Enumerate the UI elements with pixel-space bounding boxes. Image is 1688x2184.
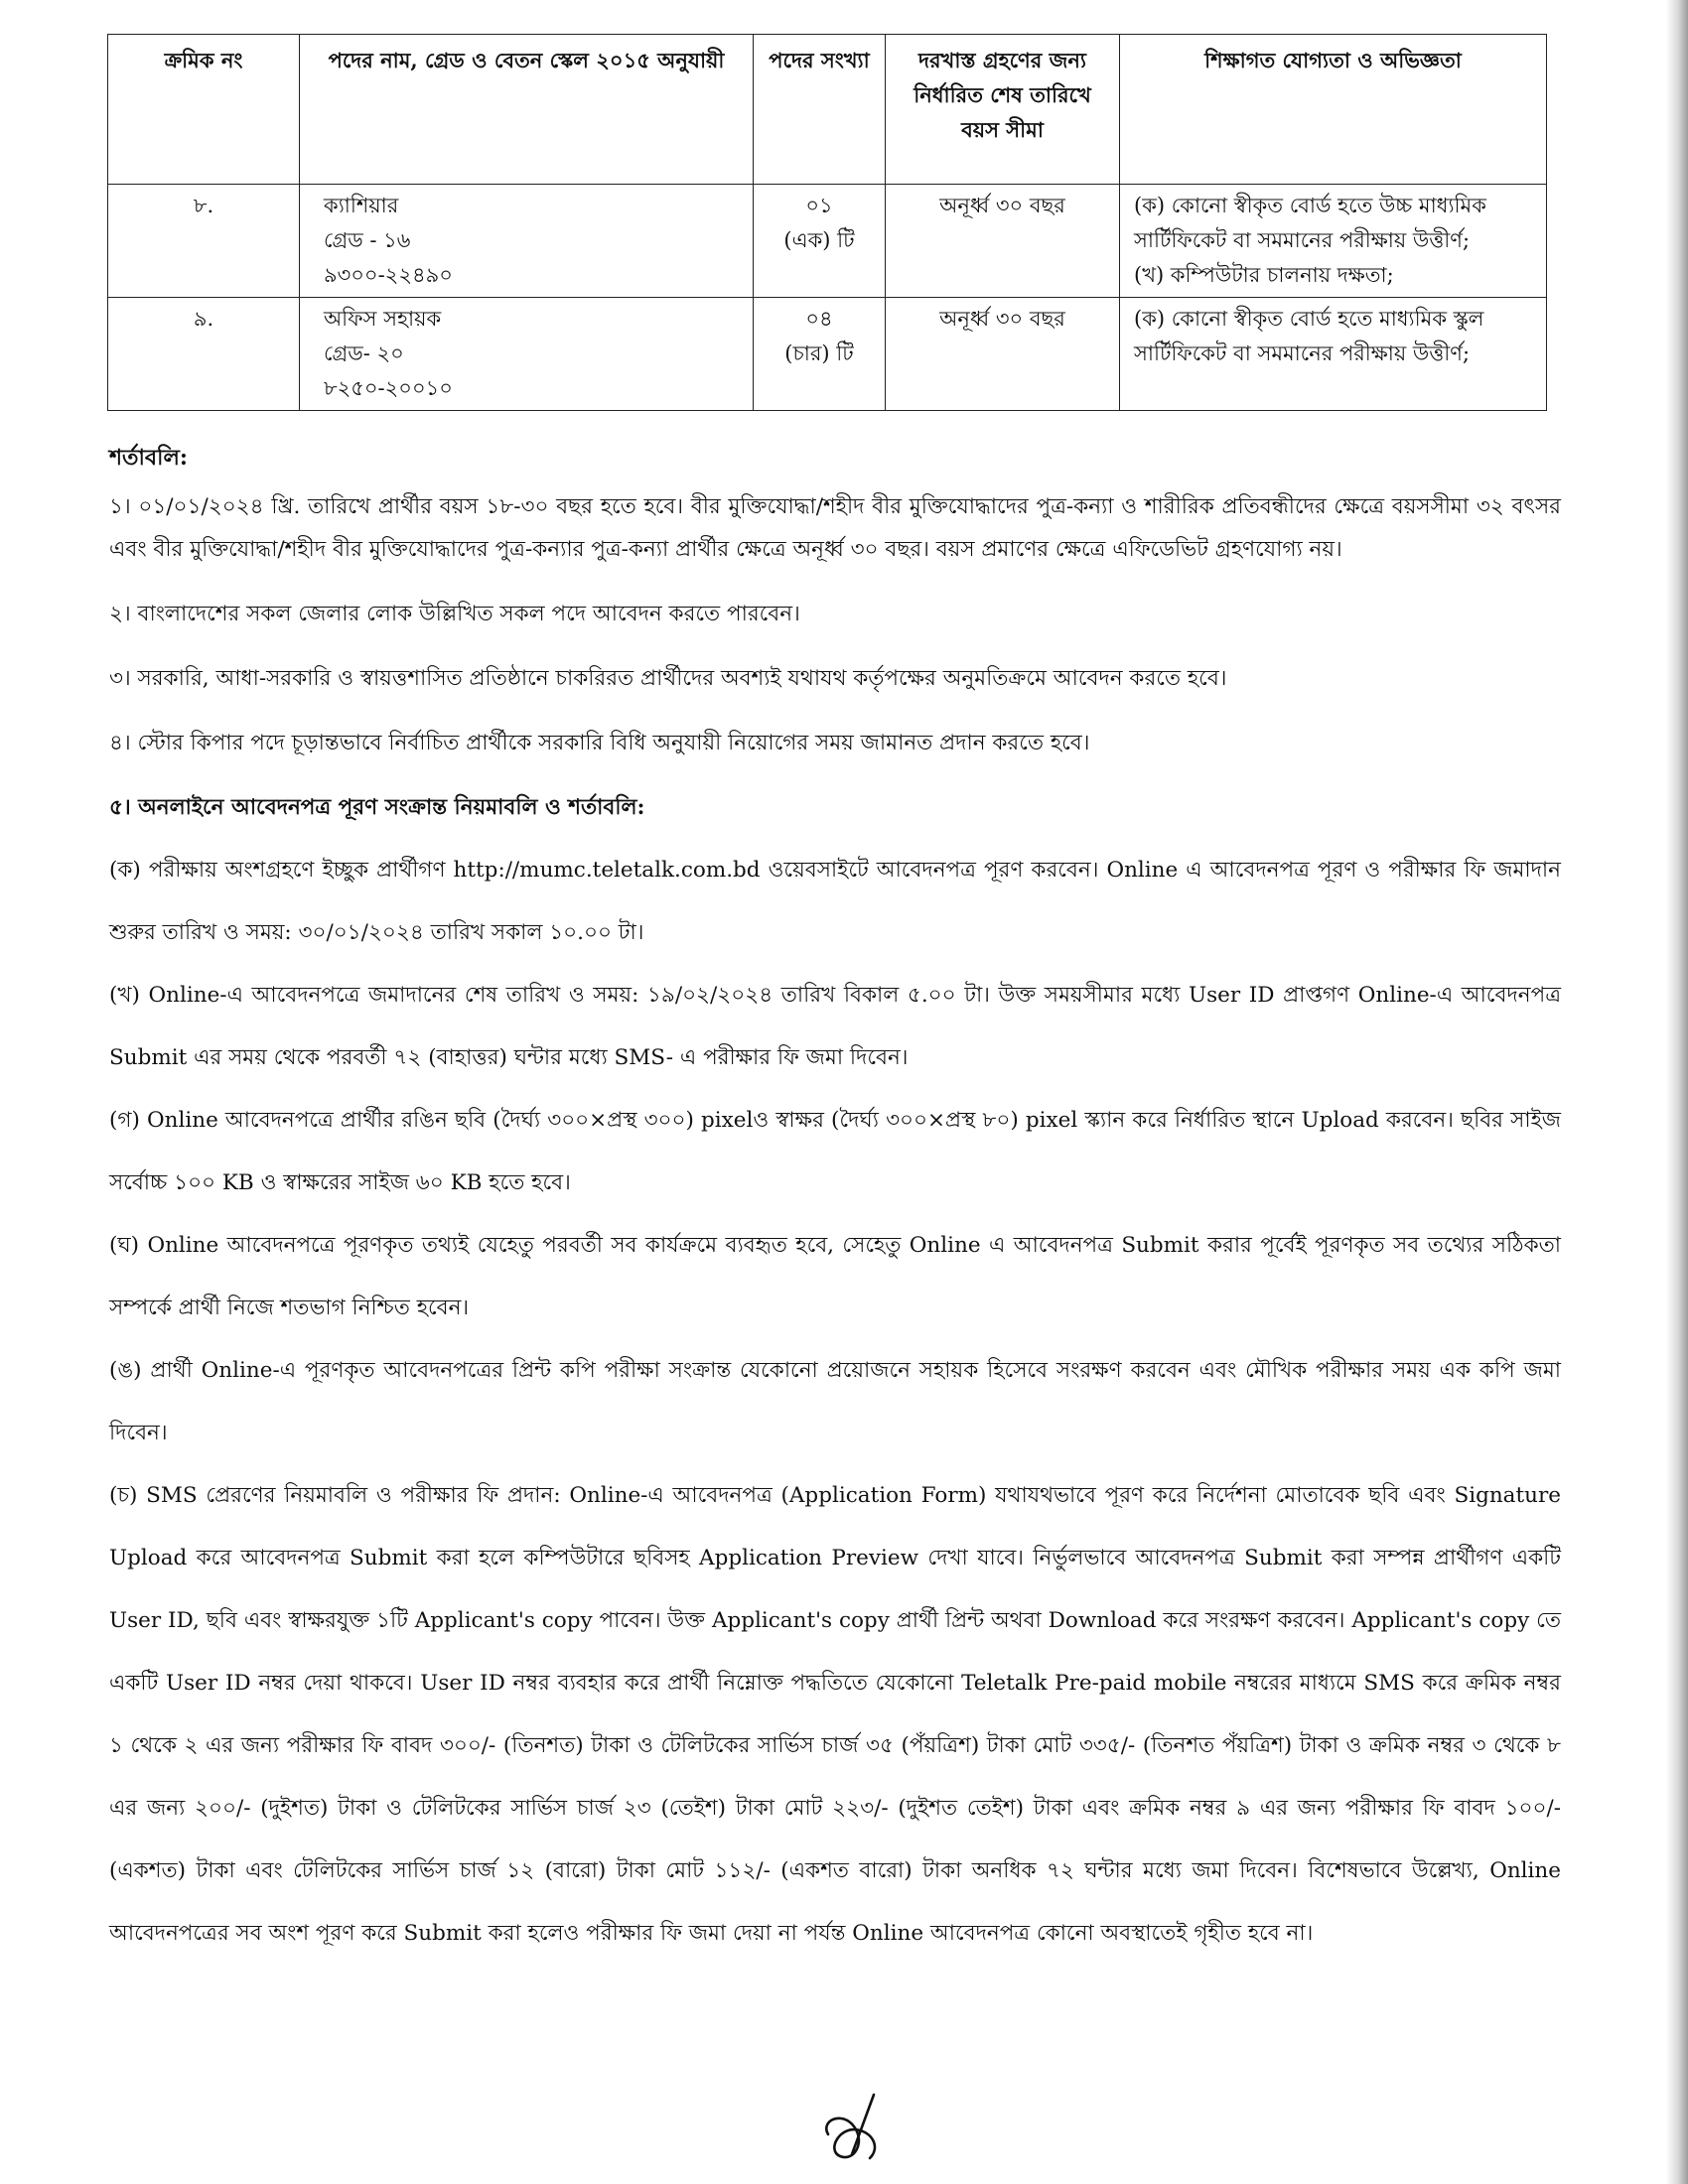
online-rule-item: (চ) SMS প্রেরণের নিয়মাবলি ও পরীক্ষার ফি প্রদান: Online-এ আবেদনপত্র (Application Form) যথাযথভাবে পূরণ করে নির্দেশনা মোতাবেক ছবি এবং Signature Upload করে আবেদনপত্র Submit করা হলে কম্পিউটারে ছবিসহ Application Preview দেখা যাবে। নির্ভুলভাবে আবেদনপত্র Submit করা সম্পন্ন প্রার্থীগণ একটি User ID, ছবি এবং স্বাক্ষরযুক্ত ১টি Applicant's copy পাবেন। উক্ত Applicant's copy প্রার্থী প্রিন্ট অথবা Download করে সংরক্ষণ করবেন। Applicant's copy তে একটি User ID নম্বর দেয়া থাকবে। User ID নম্বর ব্যবহার করে প্রার্থী নিম্নোক্ত পদ্ধতিতে যেকোনো Teletalk Pre-paid mobile নম্বরের মাধ্যমে SMS করে ক্রমিক নম্বর ১ থেকে ২ এর জন্য পরীক্ষার ফি বাবদ ৩০০/- (তিনশত) টাকা ও টেলিটকের সার্ভিস চার্জ ৩৫ (পঁয়ত্রিশ) টাকা মোট ৩৩৫/- (তিনশত পঁয়ত্রিশ) টাকা ও ক্রমিক নম্বর ৩ থেকে ৮ এর জন্য ২০০/- (দুইশত) টাকা ও টেলিটকের সার্ভিস চার্জ ২৩ (তেইশ) টাকা মোট ২২৩/- (দুইশত তেইশ) টাকা এবং ক্রমিক নম্বর ৯ এর জন্য পরীক্ষার ফি বাবদ ১০০/- (একশত) টাকা এবং টেলিটকের সার্ভিস চার্জ ১২ (বারো) টাকা মোট ১১২/- (একশত বারো) টাকা অনধিক ৭২ ঘন্টার মধ্যে জমা দিবেন। বিশেষভাবে উল্লেখ্য, Online আবেদনপত্রের সব অংশ পূরণ করে Submit করা হলেও পরীক্ষার ফি জমা দেয়া না পর্যন্ত Online আবেদনপত্র কোনো অবস্থাতেই গৃহীত হবে না।	[109, 1483, 1561, 1946]
online-rule-item: (ক) পরীক্ষায় অংশগ্রহণে ইচ্ছুক প্রার্থীগণ http://mumc.teletalk.com.bd ওয়েবসাইটে আবেদনপত্র পূরণ করবেন। Online এ আবেদনপত্র পূরণ ও পরীক্ষার ফি জমাদান শুরুর তারিখ ও সময়: ৩০/০১/২০২৪ তারিখ সকাল ১০.০০ টা।	[109, 858, 1561, 945]
count-words: (এক) টি	[783, 228, 855, 252]
count-number: ০১	[805, 194, 833, 217]
count-number: ০৪	[805, 307, 833, 331]
row-age: অনূর্ধ্ব ৩০ বছর	[886, 185, 1120, 298]
scan-edge-shadow	[1666, 0, 1688, 2184]
table-header-row	[108, 35, 1547, 185]
table-row	[108, 298, 1547, 411]
row-count	[754, 185, 886, 298]
header-serial: ক্রমিক নং	[108, 35, 300, 185]
job-posts-table	[107, 34, 1547, 411]
row-count	[754, 298, 886, 411]
post-pay-scale: ৮২৫০-২০০১০	[324, 376, 453, 400]
row-serial: ৮.	[108, 185, 300, 298]
post-grade: গ্রেড - ১৬	[324, 228, 411, 252]
header-age-limit: দরখাস্ত গ্রহণের জন্য নির্ধারিত শেষ তারিখে বয়স সীমা	[886, 35, 1120, 185]
online-rule-item: (খ) Online-এ আবেদনপত্রে জমাদানের শেষ তারিখ ও সময়: ১৯/০২/২০২৪ তারিখ বিকাল ৫.০০ টা। উক্ত সময়সীমার মধ্যে User ID প্রাপ্তগণ Online-এ আবেদনপত্র Submit এর সময় থেকে পরবর্তী ৭২ (বাহাত্তর) ঘন্টার মধ্যে SMS- এ পরীক্ষার ফি জমা দিবেন।	[109, 983, 1561, 1070]
online-rule-item: (গ) Online আবেদনপত্রে প্রার্থীর রঙিন ছবি (দৈর্ঘ্য ৩০০×প্রস্থ ৩০০) pixelও স্বাক্ষর (দৈর্ঘ্য ৩০০×প্রস্থ ৮০) pixel স্ক্যান করে নির্ধারিত স্থানে Upload করবেন। ছবির সাইজ সর্বোচ্চ ১০০ KB ও স্বাক্ষরের সাইজ ৬০ KB হতে হবে।	[109, 1108, 1561, 1195]
table-row	[108, 185, 1547, 298]
row-serial: ৯.	[108, 298, 300, 411]
conditions-section	[109, 437, 1561, 1965]
qualification-line: সার্টিফিকেট বা সমমানের পরীক্ষায় উত্তীর্ণ;	[1134, 341, 1471, 365]
count-words: (চার) টি	[784, 341, 854, 365]
condition-item: ১। ০১/০১/২০২৪ খ্রি. তারিখে প্রার্থীর বয়স ১৮-৩০ বছর হতে হবে। বীর মুক্তিযোদ্ধা/শহীদ বীর মুক্তিযোদ্ধাদের পুত্র-কন্যা ও শারীরিক প্রতিবন্ধীদের ক্ষেত্রে বয়সসীমা ৩২ বৎসর এবং বীর মুক্তিযোদ্ধা/শহীদ বীর মুক্তিযোদ্ধাদের পুত্র-কন্যার পুত্র-কন্যা প্রার্থীর ক্ষেত্রে অনূর্ধ্ব ৩০ বছর। বয়স প্রমাণের ক্ষেত্রে এফিডেভিট গ্রহণযোগ্য নয়।	[109, 494, 1561, 562]
header-qualification: শিক্ষাগত যোগ্যতা ও অভিজ্ঞতা	[1120, 35, 1547, 185]
post-name: অফিস সহায়ক	[324, 307, 442, 331]
header-post-grade-scale: পদের নাম, গ্রেড ও বেতন স্কেল ২০১৫ অনুযায়ী	[300, 35, 754, 185]
row-post	[300, 298, 754, 411]
post-pay-scale: ৯৩০০-২২৪৯০	[324, 263, 453, 287]
header-post-count: পদের সংখ্যা	[754, 35, 886, 185]
online-rule-item: (ঙ) প্রার্থী Online-এ পূরণকৃত আবেদনপত্রের প্রিন্ট কপি পরীক্ষা সংক্রান্ত যেকোনো প্রয়োজনে সহায়ক হিসেবে সংরক্ষণ করবেন এবং মৌখিক পরীক্ষার সময় এক কপি জমা দিবেন।	[109, 1358, 1561, 1445]
post-name: ক্যাশিয়ার	[324, 194, 399, 217]
post-grade: গ্রেড- ২০	[324, 341, 404, 365]
conditions-heading: শর্তাবলি:	[109, 445, 188, 471]
row-qualification	[1120, 185, 1547, 298]
online-rules-heading: ৫। অনলাইনে আবেদনপত্র পূরণ সংক্রান্ত নিয়মাবলি ও শর্তাবলি:	[109, 795, 645, 820]
online-rule-item: (ঘ) Online আবেদনপত্রে পূরণকৃত তথ্যই যেহেতু পরবর্তী সব কার্যক্রমে ব্যবহৃত হবে, সেহেতু Online এ আবেদনপত্র Submit করার পূর্বেই পূরণকৃত সব তথ্যের সঠিকতা সম্পর্কে প্রার্থী নিজে শতভাগ নিশ্চিত হবেন।	[109, 1233, 1561, 1320]
qualification-line: (ক) কোনো স্বীকৃত বোর্ড হতে মাধ্যমিক স্কুল	[1134, 307, 1484, 331]
row-age: অনূর্ধ্ব ৩০ বছর	[886, 298, 1120, 411]
condition-item: ৪। স্টোর কিপার পদে চূড়ান্তভাবে নির্বাচিত প্রার্থীকে সরকারি বিধি অনুযায়ী নিয়োগের সময় জামানত প্রদান করতে হবে।	[109, 731, 1090, 755]
condition-item: ৩। সরকারি, আধা-সরকারি ও স্বায়ত্তশাসিত প্রতিষ্ঠানে চাকরিরত প্রার্থীদের অবশ্যই যথাযথ কর্তৃপক্ষের অনুমতিক্রমে আবেদন করতে হবে।	[109, 666, 1227, 691]
qualification-line: সার্টিফিকেট বা সমমানের পরীক্ষায় উত্তীর্ণ;	[1134, 228, 1471, 252]
condition-item: ২। বাংলাদেশের সকল জেলার লোক উল্লিখিত সকল পদে আবেদন করতে পারবেন।	[109, 602, 800, 626]
qualification-line: (ক) কোনো স্বীকৃত বোর্ড হতে উচ্চ মাধ্যমিক	[1134, 194, 1486, 217]
row-qualification	[1120, 298, 1547, 411]
qualification-line: (খ) কম্পিউটার চালনায় দক্ষতা;	[1134, 263, 1394, 287]
handwritten-signature	[814, 2085, 898, 2168]
row-post	[300, 185, 754, 298]
